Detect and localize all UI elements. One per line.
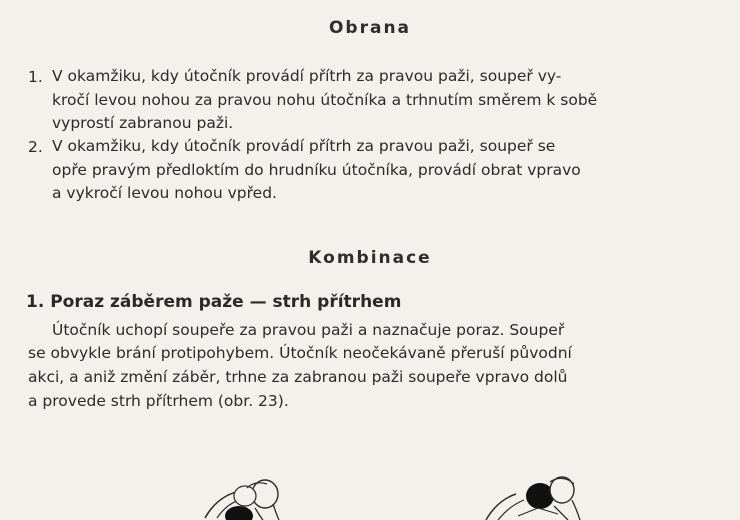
- defense-item-2-line-2: opře pravým předloktím do hrudníku útočníka, provádí obrat vpravo: [52, 161, 581, 179]
- defense-item-2-line-3: a vykročí levou nohou vpřed.: [52, 184, 277, 202]
- list-number-2: 2.: [28, 138, 43, 156]
- paragraph-line-2: se obvykle brání protipohybem. Útočník neočekávaně přeruší původní: [28, 344, 572, 362]
- defense-item-1-line-3: vyprostí zabranou paži.: [52, 114, 234, 132]
- defense-item-2-line-1: V okamžiku, kdy útočník provádí přítrh za pravou paži, soupeř se: [52, 137, 556, 155]
- defense-item-1-line-1: V okamžiku, kdy útočník provádí přítrh za pravou paži, soupeř vy-: [52, 67, 562, 85]
- section-title-defense: Obrana: [328, 18, 412, 38]
- wrestlers-illustration-left: [195, 470, 295, 520]
- section-title-combinations: Kombinace: [308, 248, 432, 268]
- paragraph-line-1: Útočník uchopí soupeře za pravou paži a naznačuje poraz. Soupeř: [52, 321, 565, 339]
- defense-item-1-line-2: kročí levou nohou za pravou nohu útočníka a trhnutím směrem k sobě: [52, 91, 598, 109]
- list-number-1: 1.: [28, 68, 43, 86]
- wrestlers-illustration-right: [478, 470, 588, 520]
- combination-subheading: 1. Poraz záběrem paže — strh přítrhem: [26, 292, 402, 312]
- paragraph-line-4: a provede strh přítrhem (obr. 23).: [28, 392, 289, 410]
- paragraph-line-3: akci, a aniž změní záběr, trhne za zabranou paži soupeře vpravo dolů: [28, 368, 568, 386]
